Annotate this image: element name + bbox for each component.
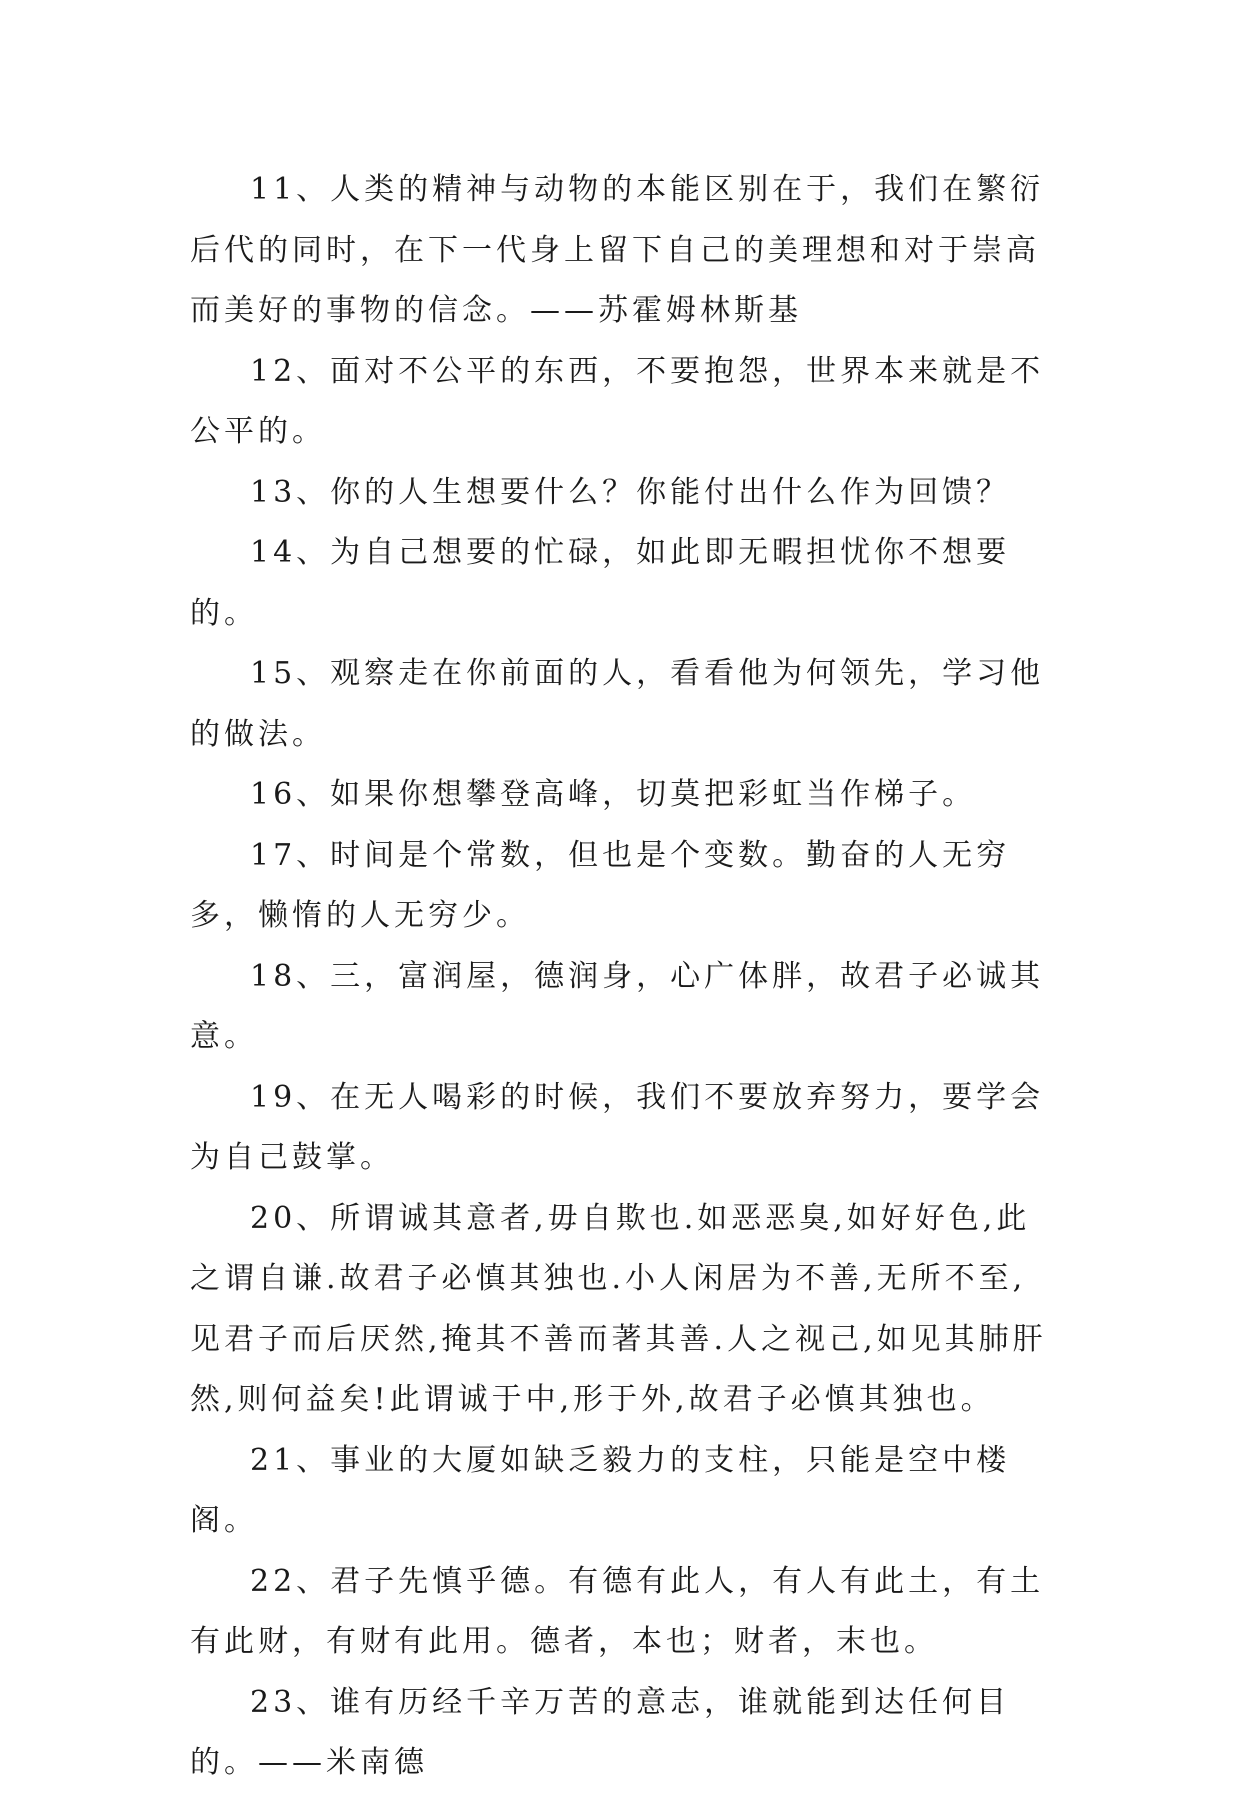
quote-paragraph-16: 16、如果你想攀登高峰，切莫把彩虹当作梯子。 (250, 777, 977, 812)
quote-paragraph-23: 23、谁有历经千辛万苦的意志，谁就能到达任何目的。——米南德 (190, 1684, 1011, 1780)
quote-paragraph-12: 12、面对不公平的东西，不要抱怨，世界本来就是不公平的。 (190, 353, 1045, 449)
quote-paragraph-15: 15、观察走在你前面的人，看看他为何领先，学习他的做法。 (190, 656, 1045, 752)
quote-paragraph-17: 17、时间是个常数，但也是个变数。勤奋的人无穷多，懒惰的人无穷少。 (190, 837, 1011, 933)
document-body (190, 160, 1052, 1794)
quote-paragraph-19: 19、在无人喝彩的时候，我们不要放弃努力，要学会为自己鼓掌。 (190, 1079, 1045, 1175)
quote-paragraph-21: 21、事业的大厦如缺乏毅力的支柱，只能是空中楼阁。 (190, 1442, 1011, 1538)
quote-paragraph-11: 11、人类的精神与动物的本能区别在于，我们在繁衍后代的同时，在下一代身上留下自己的美理想和对于崇高而美好的事物的信念。——苏霍姆林斯基 (190, 172, 1045, 328)
quote-paragraph-13: 13、你的人生想要什么？你能付出什么作为回馈？ (250, 474, 1011, 510)
quote-paragraph-18: 18、三，富润屋，德润身，心广体胖，故君子必诚其意。 (190, 958, 1045, 1054)
quote-paragraph-20: 20、所谓诚其意者,毋自欺也.如恶恶臭,如好好色,此之谓自谦.故君子必慎其独也.小人闲居为不善,无所不至,见君子而后厌然,掩其不善而著其善.人之视己,如见其肺肝然,则何益矣!此谓诚于中,形于外,故君子必慎其独也。 (190, 1200, 1047, 1417)
quote-paragraph-14: 14、为自己想要的忙碌，如此即无暇担忧你不想要的。 (190, 535, 1011, 631)
quote-paragraph-22: 22、君子先慎乎德。有德有此人，有人有此土，有土有此财，有财有此用。德者，本也；财者，末也。 (190, 1563, 1045, 1659)
